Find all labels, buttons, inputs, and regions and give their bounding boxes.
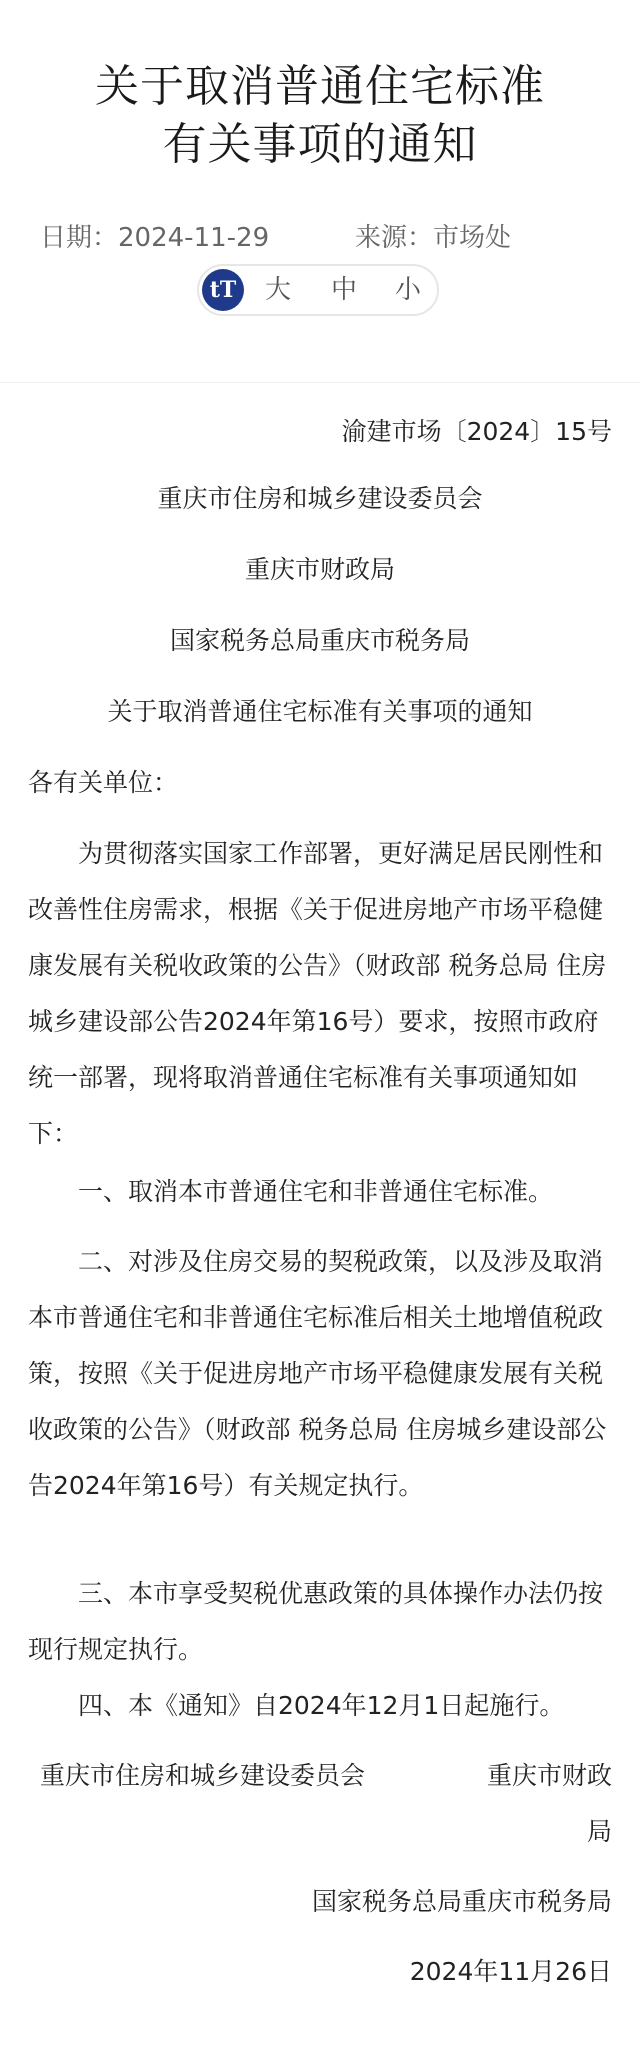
signature-2: 重庆市财政局 bbox=[486, 1761, 612, 1846]
header-divider bbox=[0, 382, 640, 383]
paragraph-item-1: 一、取消本市普通住宅和非普通住宅标准。 bbox=[78, 1177, 554, 1206]
issuer-2: 重庆市财政局 bbox=[244, 555, 395, 584]
paragraph-intro: 为贯彻落实国家工作部署，更好满足居民刚性和改善性住房需求，根据《关于促进房地产市场平稳健康发展有关税收政策的公告》（财政部 税务总局 住房城乡建设部公告2024年第16号）要求，按照市政府统一部署，现将取消普通住宅标准有关事项通知如下： bbox=[28, 839, 607, 1148]
issuer-3: 国家税务总局重庆市税务局 bbox=[169, 626, 470, 655]
source-info bbox=[355, 222, 511, 254]
paragraph-item-4: 四、本《通知》自2024年12月1日起施行。 bbox=[78, 1691, 565, 1720]
date-label: 日期： bbox=[40, 223, 119, 253]
source-label: 来源： bbox=[355, 223, 434, 253]
font-size-small-button[interactable]: 小 bbox=[395, 275, 422, 305]
page-title-line-1: 关于取消普通住宅标准 bbox=[95, 61, 545, 112]
font-size-switcher bbox=[197, 264, 439, 316]
doc-number: 渝建市场〔2024〕15号 bbox=[341, 417, 612, 446]
font-size-icon: tT bbox=[202, 269, 244, 311]
font-size-large-button[interactable]: 大 bbox=[265, 275, 292, 305]
paragraph-item-3: 三、本市享受契税优惠政策的具体操作办法仍按现行规定执行。 bbox=[28, 1579, 604, 1664]
date-value: 2024-11-29 bbox=[118, 223, 270, 253]
page-title-line-2: 有关事项的通知 bbox=[162, 119, 478, 170]
page-title bbox=[0, 58, 640, 174]
source-value: 市场处 bbox=[433, 223, 512, 253]
paragraph-item-2: 二、对涉及住房交易的契税政策，以及涉及取消本市普通住宅和非普通住宅标准后相关土地增值税政策，按照《关于促进房地产市场平稳健康发展有关税收政策的公告》（财政部 税务总局 住房城乡建设部公告2024年第16号）有关规定执行。 bbox=[28, 1247, 607, 1500]
publish-date bbox=[40, 222, 269, 254]
font-size-medium-button[interactable]: 中 bbox=[331, 275, 358, 305]
signature-1: 重庆市住房和城乡建设委员会 bbox=[40, 1761, 366, 1790]
salutation: 各有关单位： bbox=[28, 768, 179, 797]
issuer-1: 重庆市住房和城乡建设委员会 bbox=[157, 484, 483, 513]
inner-title: 关于取消普通住宅标准有关事项的通知 bbox=[107, 697, 533, 726]
signature-3: 国家税务总局重庆市税务局 bbox=[311, 1887, 612, 1916]
sign-date: 2024年11月26日 bbox=[409, 1957, 612, 1986]
